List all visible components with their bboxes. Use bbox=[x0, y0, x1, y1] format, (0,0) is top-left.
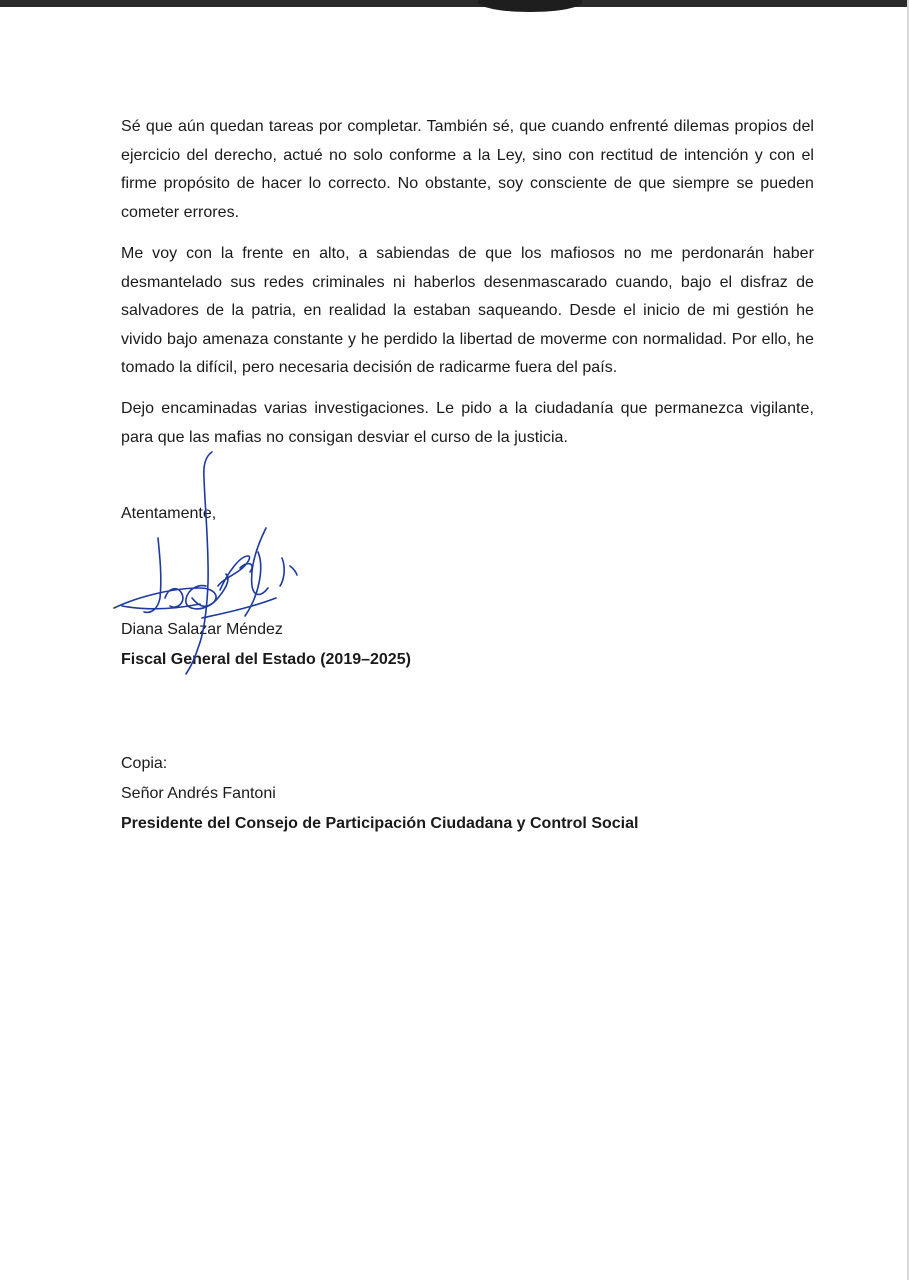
paragraph-1: Sé que aún quedan tareas por completar. También sé, que cuando enfrenté dilemas propios del ejercicio del derecho, actué no solo conforme a la Ley, sino con rectitud de intención y con el firme propósito de hacer lo correcto. No obstante, soy consciente de que siempre se pueden cometer errores. bbox=[121, 118, 814, 221]
signer-name: Diana Salazar Méndez bbox=[121, 621, 283, 638]
signer-title: Fiscal General del Estado (2019–2025) bbox=[121, 651, 411, 668]
photo-top-notch bbox=[478, 0, 582, 12]
photo-top-edge bbox=[0, 0, 909, 7]
paragraph-2: Me voy con la frente en alto, a sabiendas de que los mafiosos no me perdonarán haber desmantelado sus redes criminales ni haberlos desenmascarado cuando, bajo el disfraz de salvadores de la patria, en realidad la estaban saqueando. Desde el inicio de mi gestión he vivido bajo amenaza constante y he perdido la libertad de moverme con normalidad. Por ello, he tomado la difícil, pero necesaria decisión de radicarme fuera del país. bbox=[121, 245, 814, 376]
copy-recipient-title: Presidente del Consejo de Participación Ciudadana y Control Social bbox=[121, 815, 639, 832]
paragraph-3: Dejo encaminadas varias investigaciones. Le pido a la ciudadanía que permanezca vigilante, para que las mafias no consigan desviar el curso de la justicia. bbox=[121, 400, 814, 446]
closing-salutation: Atentamente, bbox=[121, 505, 217, 522]
copy-label: Copia: bbox=[121, 755, 168, 772]
copy-recipient-name: Señor Andrés Fantoni bbox=[121, 785, 276, 802]
handwritten-signature-icon bbox=[100, 448, 310, 680]
